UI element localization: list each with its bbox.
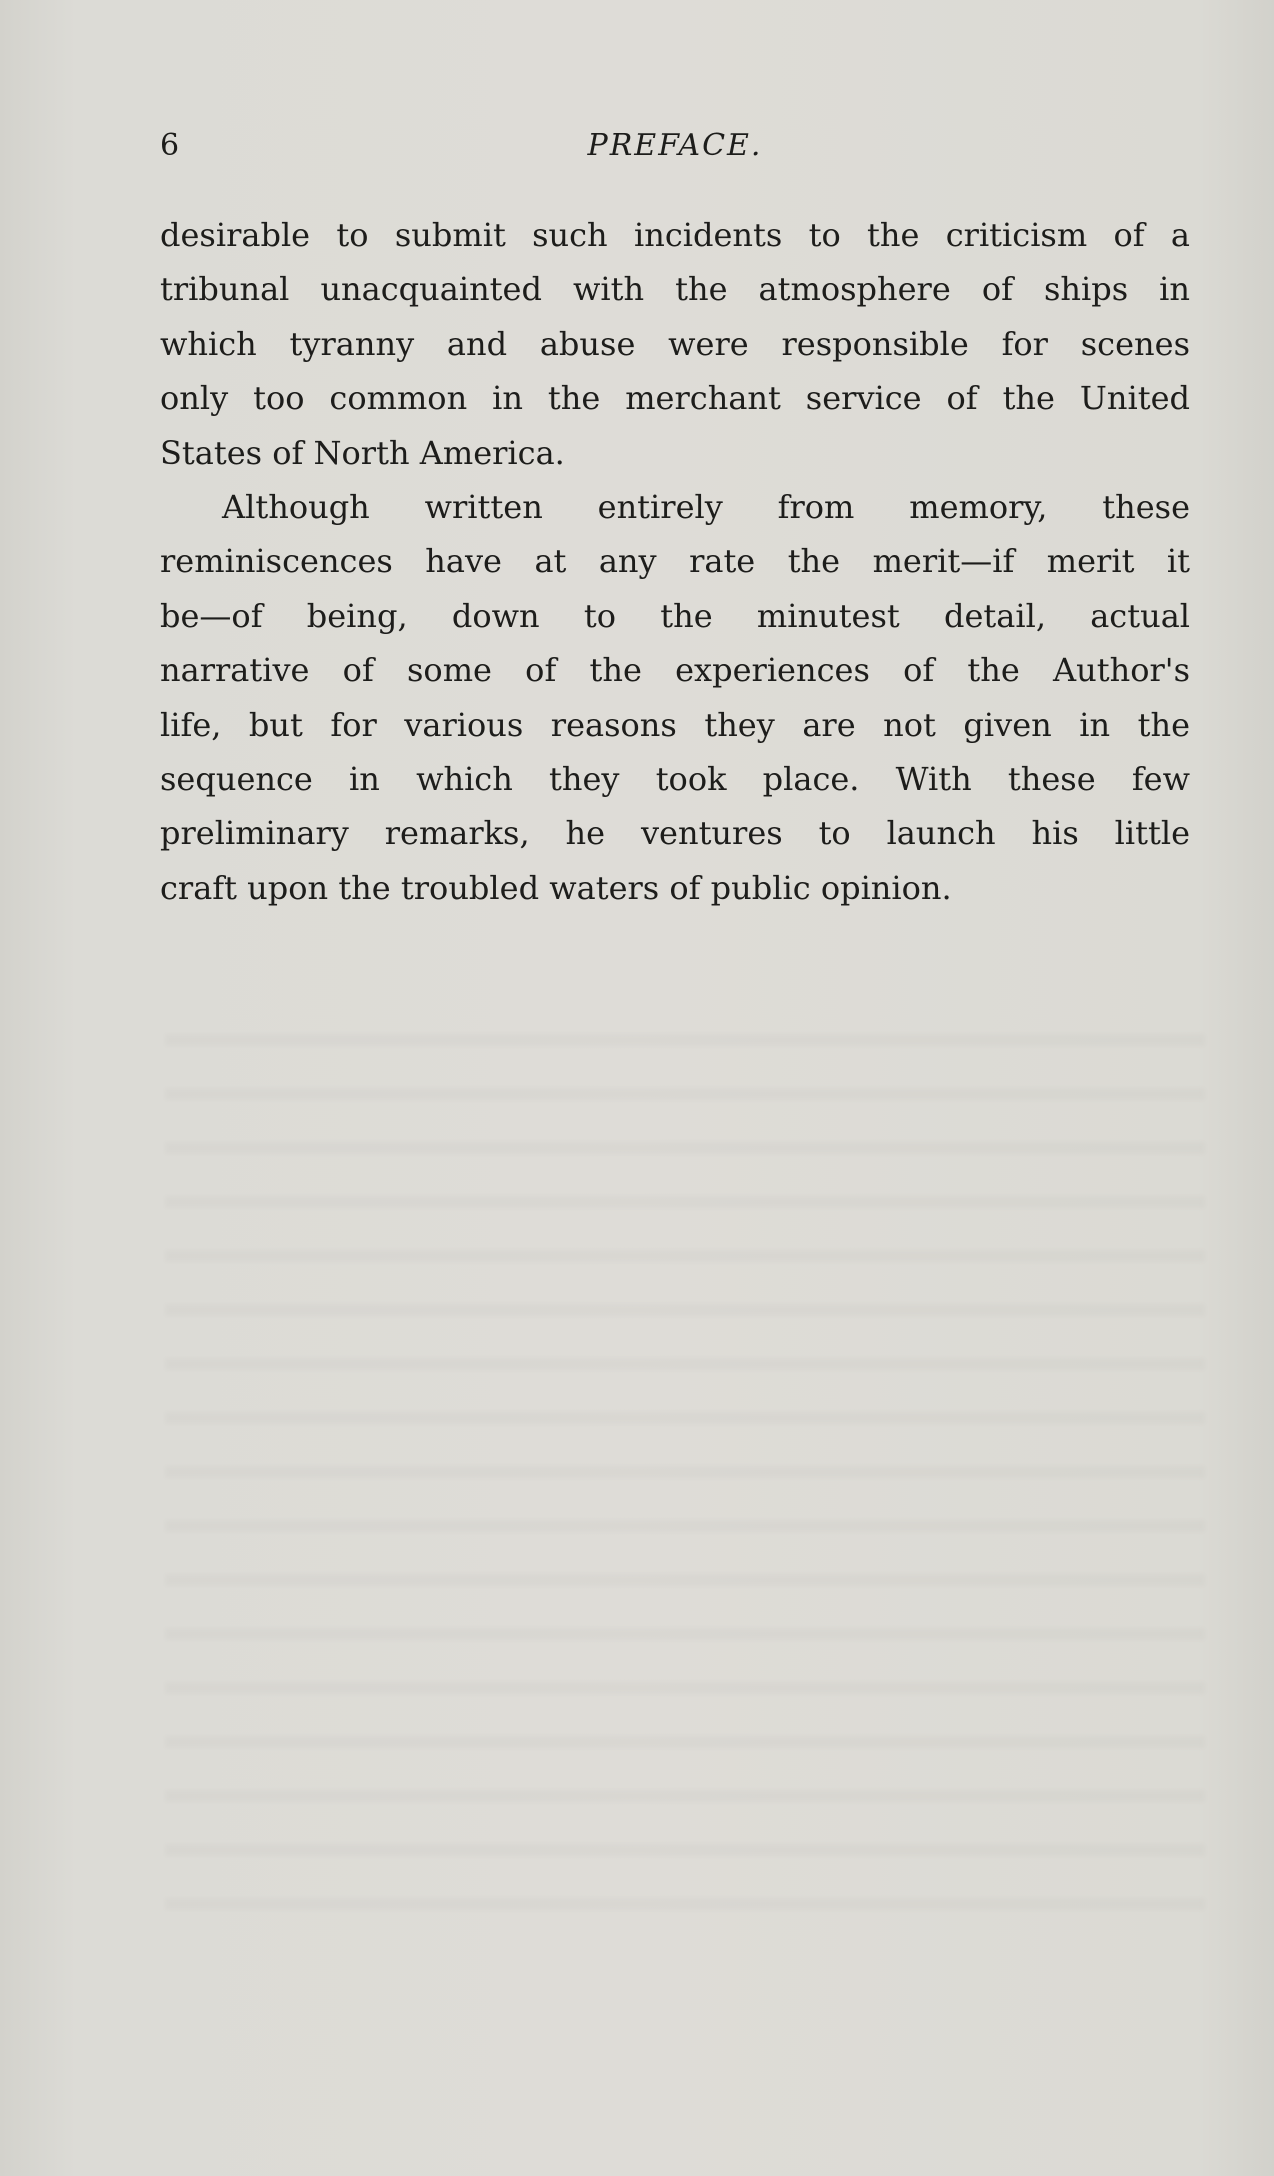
text-line: Although written entirely from memory, these xyxy=(222,487,1190,526)
text-line: life, but for various reasons they are not given in the xyxy=(160,705,1190,744)
text-line: craft upon the troubled waters of public opinion. xyxy=(160,868,952,907)
text-line: which tyranny and abuse were responsible for scenes xyxy=(160,324,1190,363)
body-text xyxy=(160,208,1190,915)
text-line: only too common in the merchant service of the United xyxy=(160,379,1190,418)
text-line: narrative of some of the experiences of the Author's xyxy=(160,651,1190,690)
text-line: reminiscences have at any rate the merit—if merit it xyxy=(160,542,1190,581)
text-line: preliminary remarks, he ventures to launch his little xyxy=(160,814,1190,853)
page-number: 6 xyxy=(160,128,180,163)
show-through-texture xyxy=(165,1000,1205,1940)
text-line: desirable to submit such incidents to the criticism of a xyxy=(160,216,1190,254)
text-line: States of North America. xyxy=(160,433,565,472)
text-line: sequence in which they took place. With these few xyxy=(160,759,1190,798)
text-line: be—of being, down to the minutest detail, actual xyxy=(160,596,1190,635)
page-header xyxy=(160,128,1190,168)
running-title: PREFACE. xyxy=(587,128,763,163)
text-line: tribunal unacquainted with the atmosphere of ships in xyxy=(160,270,1190,309)
